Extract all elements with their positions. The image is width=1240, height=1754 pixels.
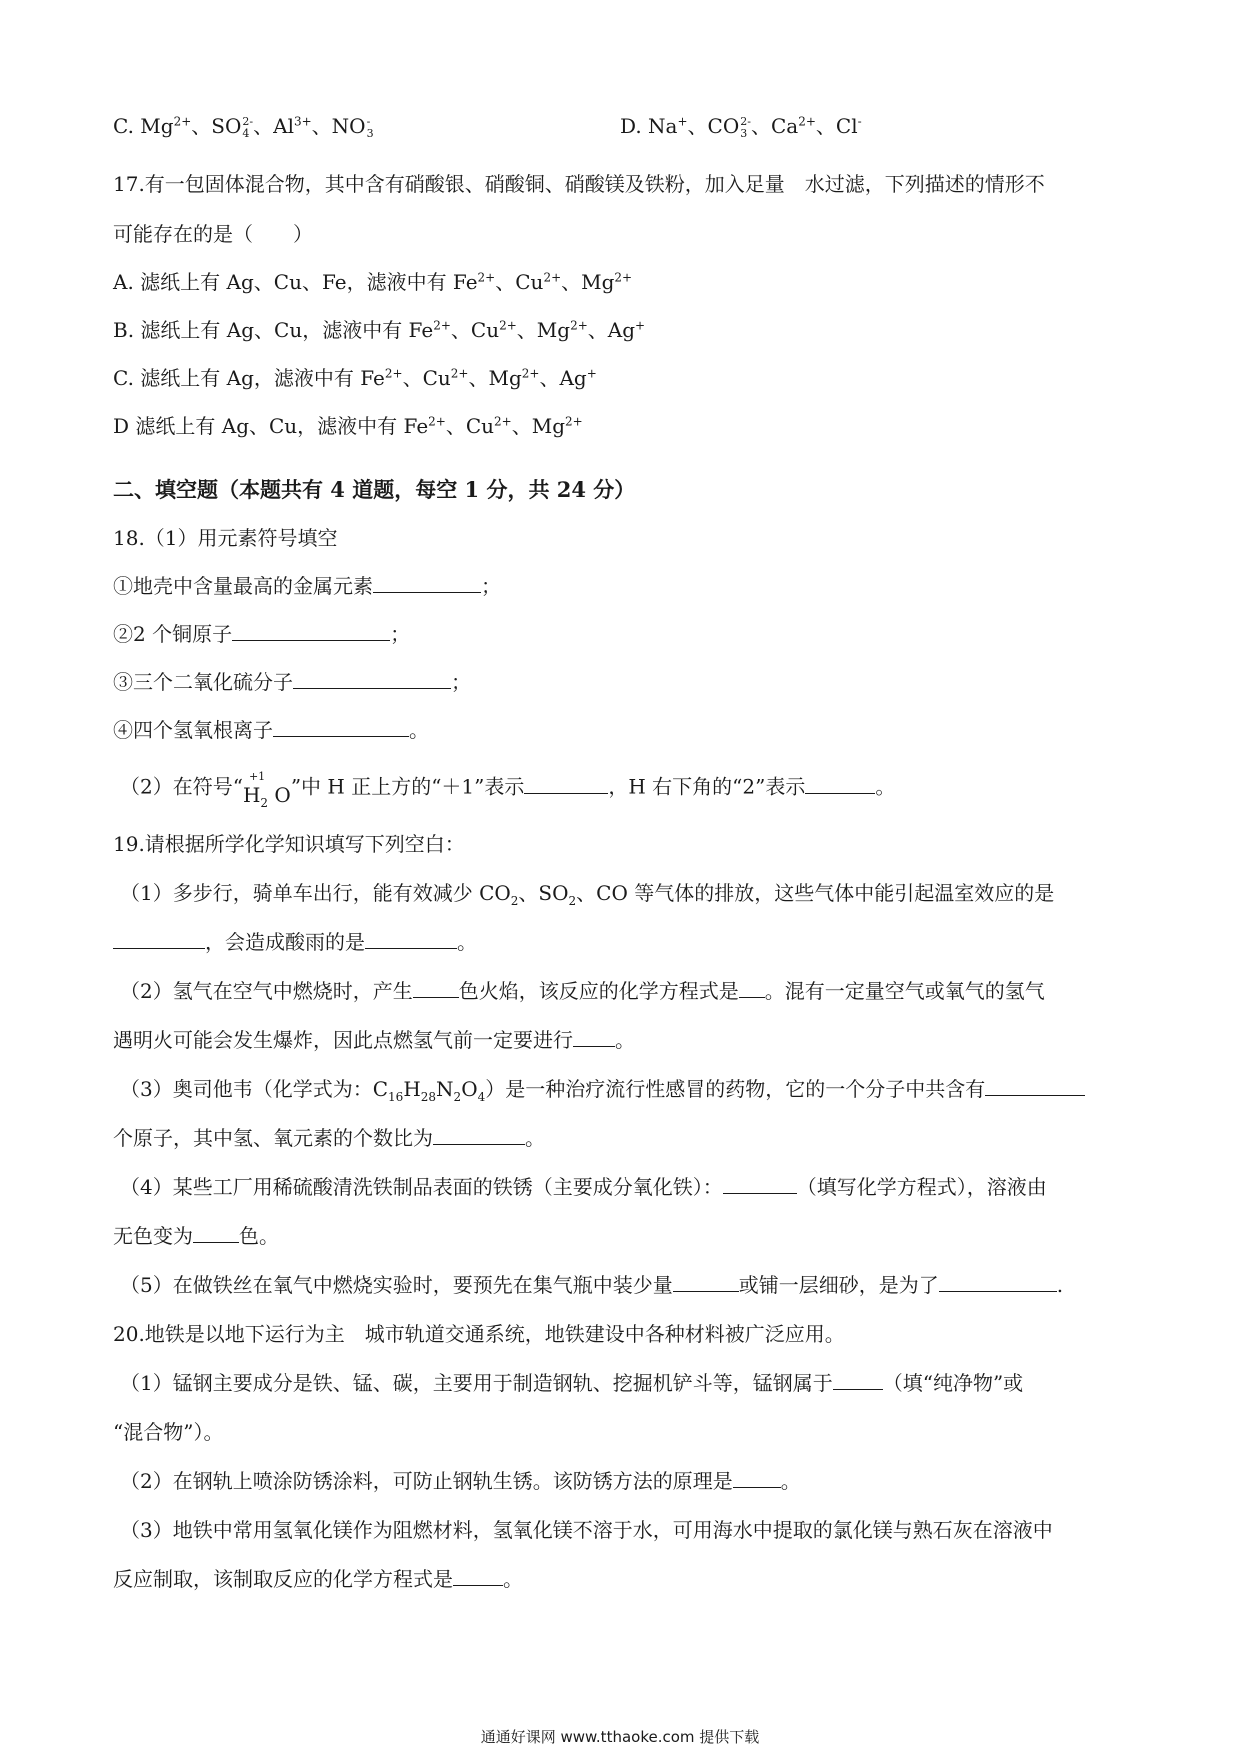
part-text: （填“纯净物”或	[882, 1371, 1024, 1395]
formula-el: N	[436, 1077, 454, 1101]
q16-option-d	[620, 112, 862, 140]
part-text: （2）氢气在空气中燃烧时，产生	[120, 979, 413, 1003]
part-text: ）是一种治疗流行性感冒的药物，它的一个分子中共含有	[485, 1077, 986, 1101]
q16-d-text: 、CO	[687, 114, 740, 138]
q19-part-3-line2	[113, 1124, 545, 1152]
part-text: （填写化学方程式），溶液由	[796, 1175, 1047, 1199]
answer-blank[interactable]	[373, 572, 481, 593]
answer-blank[interactable]	[433, 1124, 525, 1145]
q20-part-3-line2	[113, 1565, 523, 1593]
part-text: .	[1056, 1273, 1064, 1297]
option-text: 、Ag	[539, 366, 587, 390]
option-text: 、Cu	[402, 366, 451, 390]
q18-item-4	[113, 716, 429, 744]
item-punct: ；	[481, 574, 501, 598]
part-text: （1）锰钢主要成分是铁、锰、碳，主要用于制造钢轨、挖掘机铲斗等，锰钢属于	[120, 1371, 833, 1395]
option-text: 、Ag	[587, 318, 636, 342]
part-text: （4）某些工厂用稀硫酸清洗铁制品表面的铁锈（主要成分氧化铁）：	[120, 1175, 723, 1199]
part-text: 遇明火可能会发生爆炸，因此点燃氢气前一定要进行	[113, 1028, 573, 1052]
part-text: （1）多步行，骑单车出行，能有效减少 CO	[120, 881, 511, 905]
q16-d-charge: -	[857, 114, 862, 129]
part-text: 。	[615, 1028, 635, 1052]
part-text: 、CO 等气体的排放，这些气体中能引起温室效应的是	[576, 881, 1055, 905]
part-text: 。	[525, 1126, 545, 1150]
ion-charge: 2+	[433, 318, 451, 333]
formula-sub: 28	[420, 1090, 437, 1104]
q19-part-5	[120, 1271, 1063, 1299]
q16-c-text: 、Al	[253, 114, 294, 138]
q16-c-charge: 2+	[173, 114, 192, 129]
option-text: C. 滤纸上有 Ag，滤液中有 Fe	[113, 366, 385, 390]
q16-c-so4-charge: 2-	[242, 114, 254, 128]
q16-c-charge: 3+	[293, 114, 312, 129]
q16-c-no3-index	[367, 116, 374, 140]
answer-blank[interactable]	[805, 773, 875, 794]
answer-blank[interactable]	[723, 1173, 797, 1194]
ion-charge: 2+	[499, 318, 517, 333]
part-text: 。混有一定量空气或氧气的氢气	[764, 979, 1045, 1003]
answer-blank[interactable]	[453, 1565, 503, 1586]
answer-blank[interactable]	[739, 977, 765, 998]
option-text: 、Mg	[561, 270, 615, 294]
q16-d-co3-index	[740, 116, 751, 140]
h2o-symbol	[242, 770, 291, 810]
ion-charge: 2+	[543, 270, 562, 285]
formula-sub: 2	[510, 894, 519, 908]
part-text: 反应制取，该制取反应的化学方程式是	[113, 1567, 453, 1591]
q18-part-2	[120, 770, 896, 810]
ion-charge: +	[635, 318, 646, 333]
q16-c-no3-charge: -	[366, 114, 371, 128]
valence-mark: +1	[248, 770, 266, 783]
formula-sub: 16	[388, 1090, 404, 1104]
q16-c-no3-sub: 3	[366, 126, 374, 140]
q16-option-c	[113, 112, 374, 140]
q19-part-1-line1	[120, 879, 1054, 907]
option-text: 、Mg	[516, 318, 571, 342]
item-text: ①地壳中含量最高的金属元素	[113, 574, 373, 598]
q18-item-2	[113, 620, 410, 648]
answer-blank[interactable]	[293, 668, 451, 689]
answer-blank[interactable]	[193, 1222, 239, 1243]
q19-part-4-line1	[120, 1173, 1047, 1201]
answer-blank[interactable]	[985, 1075, 1085, 1096]
formula-el: H	[403, 1077, 421, 1101]
part-text: 色火焰，该反应的化学方程式是	[458, 979, 739, 1003]
answer-blank[interactable]	[524, 773, 608, 794]
q16-d-text: 、Cl	[815, 114, 858, 138]
part-text: 。	[457, 930, 477, 954]
formula-el: O	[461, 1077, 478, 1101]
answer-blank[interactable]	[673, 1271, 739, 1292]
option-text: D 滤纸上有 Ag、Cu，滤液中有 Fe	[113, 414, 429, 438]
part-text: 。	[503, 1567, 523, 1591]
option-text: 、Cu	[495, 270, 544, 294]
item-text: ③三个二氧化硫分子	[113, 670, 293, 694]
ion-charge: 2+	[570, 318, 588, 333]
q19-part-4-line2	[113, 1222, 279, 1250]
part-text: ”中 H 正上方的“＋1”表示	[290, 774, 525, 799]
ion-charge: 2+	[494, 414, 512, 429]
ion-charge: 2+	[428, 414, 446, 429]
q16-d-text: D. Na	[620, 114, 678, 138]
q19-intro: 19.请根据所学化学知识填写下列空白：	[113, 832, 465, 856]
item-text: ④四个氢氧根离子	[113, 718, 273, 742]
part-text: 色。	[239, 1224, 279, 1248]
q16-c-so4-index	[242, 116, 253, 140]
q19-part-1-line2	[113, 928, 477, 956]
part-text: 、SO	[518, 881, 569, 905]
q18-intro: 18.（1）用元素符号填空	[113, 526, 338, 550]
q20-part-3-line1: （3）地铁中常用氢氧化镁作为阻燃材料，氢氧化镁不溶于水，可用海水中提取的氯化镁与熟石灰在溶液中	[120, 1518, 1053, 1542]
option-text: 、Mg	[511, 414, 566, 438]
ion-charge: 2+	[384, 366, 403, 381]
answer-blank[interactable]	[232, 620, 390, 641]
answer-blank[interactable]	[413, 977, 459, 998]
q16-c-text: 、SO	[191, 114, 242, 138]
q19-part-3-line1	[120, 1075, 1085, 1103]
option-text: 、Cu	[445, 414, 495, 438]
formula-sub: 2	[568, 894, 577, 908]
q17-option-a	[113, 268, 632, 296]
part-text: ，会造成酸雨的是	[205, 930, 365, 954]
q16-d-charge: +	[677, 114, 688, 129]
part-text: ，H 右下角的“2”表示	[608, 774, 806, 799]
q19-part-2-line2	[113, 1026, 635, 1054]
answer-blank[interactable]	[733, 1467, 781, 1488]
section-heading: 二、填空题（本题共有 4 道题，每空 1 分，共 24 分）	[113, 477, 636, 502]
part-text: 个原子，其中氢、氧元素的个数比为	[113, 1126, 433, 1150]
q16-d-co3-charge: 2-	[740, 114, 751, 128]
q20-intro: 20.地铁是以地下运行为主 城市轨道交通系统，地铁建设中各种材料被广泛应用。	[113, 1322, 845, 1346]
ion-charge: +	[586, 366, 597, 381]
ion-charge: 2+	[565, 414, 583, 429]
q17-option-b	[113, 316, 645, 344]
q17-stem-line1: 17.有一包固体混合物，其中含有硝酸银、硝酸铜、硝酸镁及铁粉，加入足量 水过滤，下列描述的情形不	[113, 172, 1045, 196]
q16-d-text: 、Ca	[750, 114, 799, 138]
answer-blank[interactable]	[365, 928, 457, 949]
q20-part-2	[120, 1467, 801, 1495]
item-punct: ；	[390, 622, 411, 646]
ion-charge: 2+	[477, 270, 496, 285]
q16-c-text: C. Mg	[113, 114, 174, 138]
option-text: B. 滤纸上有 Ag、Cu，滤液中有 Fe	[113, 318, 434, 342]
answer-blank[interactable]	[113, 928, 205, 949]
symbol-h: H	[242, 783, 261, 807]
q18-item-1	[113, 572, 501, 600]
symbol-sub: 2	[260, 796, 269, 810]
part-text: 。	[875, 774, 896, 799]
q16-c-text: 、NO	[311, 114, 366, 138]
ion-charge: 2+	[614, 270, 633, 285]
q17-option-d	[113, 412, 583, 440]
option-text: A. 滤纸上有 Ag、Cu、Fe，滤液中有 Fe	[113, 270, 478, 294]
page-footer: 通通好课网 www.tthaoke.com 提供下载	[480, 1728, 760, 1746]
part-text: 或铺一层细砂，是为了	[738, 1273, 939, 1297]
formula-sub: 2	[453, 1090, 462, 1104]
part-text: （3）奥司他韦（化学式为：C	[120, 1077, 389, 1101]
ion-charge: 2+	[521, 366, 540, 381]
part-text: （2）在钢轨上喷涂防锈涂料，可防止钢轨生锈。该防锈方法的原理是	[120, 1469, 733, 1493]
q16-c-so4-sub: 4	[242, 126, 250, 140]
q20-part-1-line1	[120, 1369, 1023, 1397]
q17-stem-line2: 可能存在的是（ ）	[113, 222, 313, 246]
q18-item-3	[113, 668, 471, 696]
item-punct: ；	[451, 670, 471, 694]
answer-blank[interactable]	[833, 1369, 883, 1390]
ion-charge: 2+	[450, 366, 469, 381]
answer-blank[interactable]	[939, 1271, 1057, 1292]
formula-sub: 4	[477, 1090, 486, 1104]
q16-d-co3-sub: 3	[740, 126, 748, 140]
part-text: 无色变为	[113, 1224, 193, 1248]
q20-part-1-line2: “混合物”）。	[113, 1420, 224, 1444]
q17-option-c	[113, 364, 597, 392]
part-text: 。	[780, 1469, 801, 1493]
option-text: 、Cu	[450, 318, 500, 342]
symbol-o: O	[274, 783, 291, 807]
q16-d-charge: 2+	[798, 114, 816, 129]
item-text: ②2 个铜原子	[113, 622, 233, 646]
answer-blank[interactable]	[573, 1026, 615, 1047]
option-text: 、Mg	[468, 366, 522, 390]
part-text: （2）在符号“	[120, 774, 243, 799]
q19-part-2-line1	[120, 977, 1045, 1005]
item-punct: 。	[409, 718, 429, 742]
answer-blank[interactable]	[273, 716, 409, 737]
part-text: （5）在做铁丝在氧气中燃烧实验时，要预先在集气瓶中装少量	[120, 1273, 673, 1297]
